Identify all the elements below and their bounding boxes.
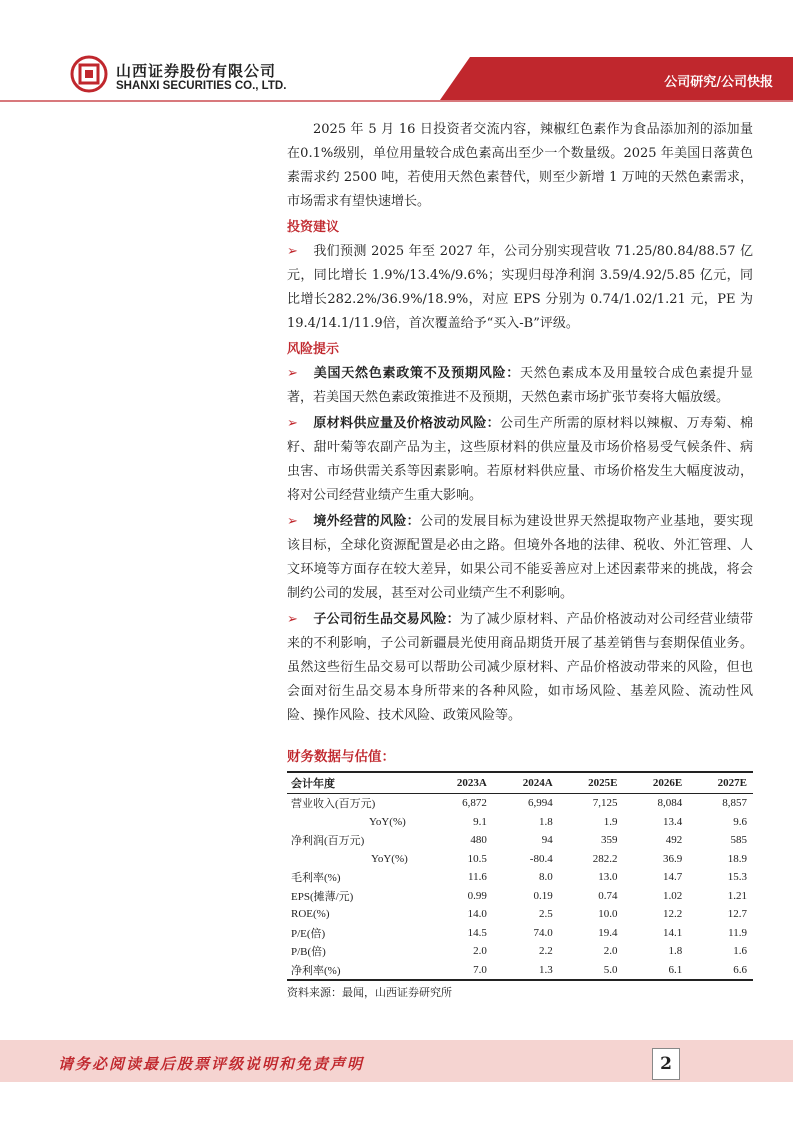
risk-text: 天然色素成本及用量较合成色素提升显著，若美国天然色素政策推进不及预期，天然色素市场扩张节奏将大幅放缓。 [287, 366, 753, 405]
row-label: YoY(%) [371, 852, 408, 865]
table-row [287, 887, 753, 906]
table-cell: 1.02 [662, 889, 683, 902]
arrow-bullet-icon: ➢ [287, 612, 298, 627]
table-cell: 1.3 [538, 963, 553, 976]
row-label: 净利率(%) [291, 964, 341, 977]
arrow-bullet-icon: ➢ [287, 416, 298, 431]
report-body [287, 118, 753, 728]
table-cell: 18.9 [727, 852, 747, 865]
section-label: 公司研究/公司快报 [664, 75, 773, 90]
table-cell: 14.7 [662, 871, 683, 884]
table-cell: 0.74 [598, 889, 618, 902]
table-cell: 2.5 [538, 908, 553, 921]
table-cell: 12.2 [662, 908, 683, 921]
table-cell: 480 [470, 834, 487, 847]
risk-text: 公司生产所需的原材料以辣椒、万寿菊、棉籽、甜叶菊等农副产品为主，这些原材料的供应量及市场价格易受气候条件、病虫害、市场供需关系等因素影响。若原材料供应量、市场价格发生大幅度波动，将对公司经营业绩产生重大影响。 [287, 416, 753, 503]
table-header-row [287, 772, 753, 794]
table-cell: 14.0 [467, 908, 487, 921]
table-cell: 11.9 [728, 926, 747, 939]
table-cell: 6.1 [668, 963, 683, 976]
table-header: 会计年度 [291, 778, 335, 790]
risk-item [287, 608, 753, 728]
table-cell: 1.8 [538, 815, 553, 828]
table-cell: 2.0 [473, 945, 487, 958]
table-row [287, 831, 753, 850]
table-cell: 359 [600, 834, 618, 847]
table-cell: 585 [730, 834, 747, 847]
risk-title: 原材料供应量及价格波动风险： [313, 416, 500, 431]
table-row [287, 961, 753, 981]
row-label: 净利润(百万元) [291, 835, 365, 848]
table-cell: 1.8 [668, 945, 683, 958]
invest-text: 我们预测 2025 年至 2027 年，公司分别实现营收 71.25/80.84/88.57 亿元，同比增长 1.9%/13.4%/9.6%；实现归母净利润 3.59/4.92/5.85 亿元，同比增长282.2%/36.9%/18.9%，对应 EPS 分别为 0.74/1.02/1.21 元，PE 为 19.4/14.1/11.9倍，首次覆盖给予“买入-B”评级。 [287, 244, 753, 331]
table-row [287, 868, 753, 887]
row-label: P/E(倍) [291, 927, 326, 940]
table-cell: 8,084 [657, 797, 683, 810]
table-row [287, 794, 753, 813]
risk-title: 子公司衍生品交易风险： [313, 612, 460, 627]
table-cell: 2.2 [538, 945, 553, 958]
table-row [287, 924, 753, 943]
table-cell: 6.6 [733, 963, 747, 976]
table-cell: 36.9 [662, 852, 683, 865]
row-label: ROE(%) [291, 908, 330, 921]
table-cell: 15.3 [727, 871, 747, 884]
table-row [287, 942, 753, 961]
table-cell: 1.6 [733, 945, 747, 958]
table-cell: 0.19 [533, 889, 553, 902]
table-cell: 8,857 [722, 797, 747, 810]
table-cell: 1.21 [727, 889, 747, 902]
row-label: 营业收入(百万元) [291, 798, 376, 811]
risk-title: 美国天然色素政策不及预期风险： [313, 366, 520, 381]
row-label: YoY(%) [369, 815, 406, 828]
table-header: 2024A [522, 777, 553, 789]
table-cell: 9.6 [733, 815, 747, 828]
table-row [287, 905, 753, 924]
risk-item [287, 362, 753, 410]
table-header: 2023A [456, 777, 487, 789]
table-cell: 2.0 [603, 945, 618, 958]
table-row [287, 813, 753, 832]
arrow-bullet-icon: ➢ [287, 366, 298, 381]
table-cell: 0.99 [467, 889, 487, 902]
table-cell: 7,125 [592, 797, 618, 810]
table-cell: 282.2 [592, 852, 618, 865]
table-row [287, 850, 753, 869]
table-source: 资料来源：最闻，山西证券研究所 [287, 986, 452, 999]
risk-item [287, 412, 753, 508]
table-cell: 6,872 [462, 797, 487, 810]
arrow-bullet-icon: ➢ [287, 514, 298, 529]
table-cell: 9.1 [473, 815, 487, 828]
invest-paragraph [287, 240, 753, 336]
table-cell: 14.1 [662, 926, 683, 939]
company-name-en: SHANXI SECURITIES CO., LTD. [116, 80, 287, 92]
table-cell: 10.5 [467, 852, 487, 865]
table-cell: 13.4 [662, 815, 683, 828]
risk-text: 公司的发展目标为建设世界天然提取物产业基地，要实现该目标，全球化资源配置是必由之路。但境外各地的法律、税收、外汇管理、人文环境等方面存在较大差异，如果公司不能妥善应对上述因素带来的挑战，将会制约公司的发展，甚至对公司业绩产生不利影响。 [287, 514, 753, 601]
table-cell: 11.6 [468, 871, 487, 884]
risk-item [287, 510, 753, 606]
financial-table-title: 财务数据与估值： [287, 749, 395, 765]
invest-heading: 投资建议 [287, 220, 340, 235]
table-cell: 5.0 [603, 963, 618, 976]
table-cell: 1.9 [603, 815, 618, 828]
table-header: 2025E [588, 777, 618, 789]
table-cell: 19.4 [598, 926, 618, 939]
table-header: 2027E [717, 777, 747, 789]
table-cell: 10.0 [598, 908, 618, 921]
table-cell: 7.0 [473, 963, 487, 976]
table-cell: -80.4 [529, 852, 553, 865]
risk-title: 境外经营的风险： [313, 514, 420, 529]
table-cell: 8.0 [538, 871, 553, 884]
page-number: 2 [652, 1048, 680, 1080]
table-cell: 74.0 [533, 926, 553, 939]
table-cell: 492 [665, 834, 683, 847]
page-header [0, 0, 793, 105]
intro-paragraph: 2025 年 5 月 16 日投资者交流内容，辣椒红色素作为食品添加剂的添加量在0.1%级别，单位用量较合成色素高出至少一个数量级。2025 年美国日落黄色素需求约 2500 吨，若使用天然色素替代，则至少新增 1 万吨的天然色素需求，市场需求有望快速增长。 [287, 122, 753, 209]
arrow-bullet-icon: ➢ [287, 244, 298, 259]
risk-text: 为了减少原材料、产品价格波动对公司经营业绩带来的不利影响，子公司新疆晨光使用商品期货开展了基差销售与套期保值业务。虽然这些衍生品交易可以帮助公司减少原材料、产品价格波动带来的风险，但也会面对衍生品交易本身所带来的各种风险，如市场风险、基差风险、流动性风险、操作风险、技术风险、政策风险等。 [287, 612, 753, 723]
company-logo-icon [70, 55, 108, 93]
table-cell: 13.0 [598, 871, 618, 884]
risk-heading: 风险提示 [287, 342, 340, 357]
company-name-cn: 山西证券股份有限公司 [116, 62, 277, 80]
table-cell: 12.7 [727, 908, 747, 921]
table-header: 2026E [652, 777, 683, 789]
financial-table [287, 771, 753, 981]
row-label: EPS(摊薄/元) [291, 890, 354, 903]
table-cell: 14.5 [467, 926, 487, 939]
row-label: P/B(倍) [291, 946, 326, 959]
row-label: 毛利率(%) [291, 872, 341, 885]
table-cell: 94 [541, 834, 553, 847]
footer-disclaimer: 请务必阅读最后股票评级说明和免责声明 [58, 1055, 365, 1073]
table-cell: 6,994 [527, 797, 553, 810]
